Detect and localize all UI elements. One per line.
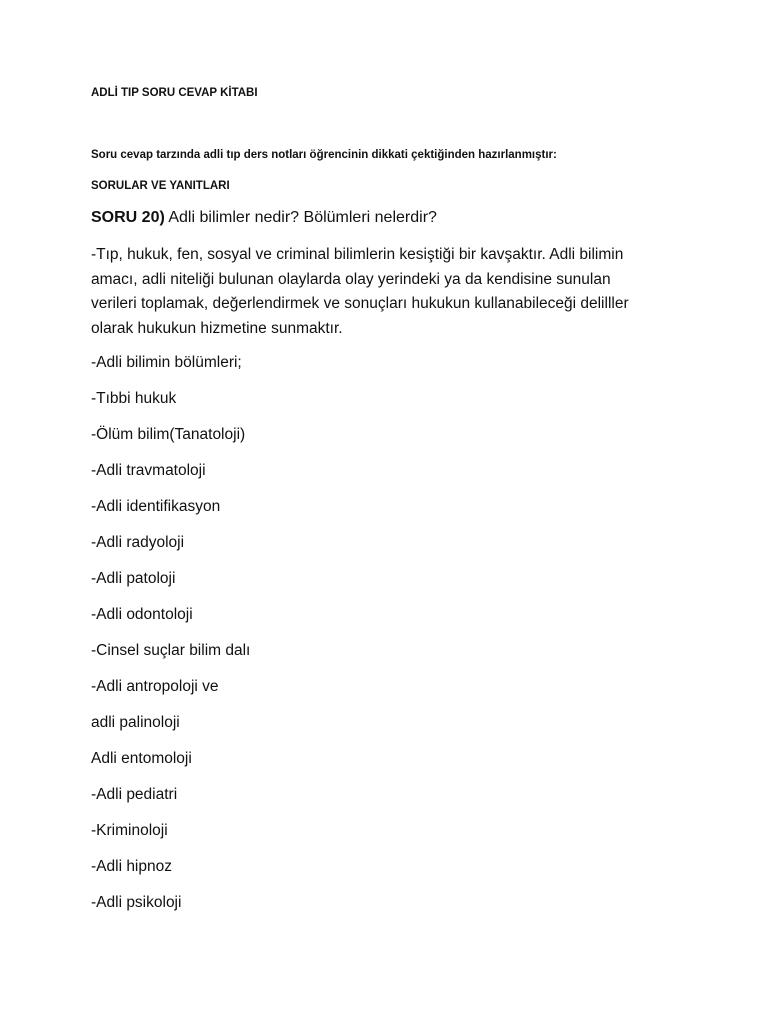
list-item: -Adli pediatri — [91, 786, 178, 803]
list-item: -Adli psikoloji — [91, 894, 182, 911]
question-number: SORU 20) — [91, 209, 165, 226]
answer-line: -Tıp, hukuk, fen, sosyal ve criminal bilimlerin kesiştiği bir kavşaktır. Adli bilimin — [91, 246, 624, 263]
branches-list — [91, 352, 250, 928]
document-title: ADLİ TIP SORU CEVAP KİTABI — [91, 87, 258, 99]
answer-line: amacı, adli niteliği bulunan olaylarda olay yerindeki ya da kendisine sunulan — [91, 270, 611, 288]
question-text: Adli bilimler nedir? Bölümleri nelerdir? — [164, 209, 437, 226]
list-item: -Tıbbi hukuk — [91, 390, 177, 407]
list-item: -Adli patoloji — [91, 570, 176, 587]
list-item: -Adli bilimin bölümleri; — [91, 354, 242, 371]
section-heading: SORULAR VE YANITLARI — [91, 180, 230, 192]
list-item: -Ölüm bilim(Tanatoloji) — [91, 426, 246, 443]
list-item: -Adli travmatoloji — [91, 462, 206, 479]
answer-line: verileri toplamak, değerlendirmek ve sonuçları hukukun kullanabileceği delilller — [91, 295, 629, 312]
list-item: -Adli odontoloji — [91, 606, 193, 623]
list-item: -Adli hipnoz — [91, 858, 172, 875]
list-item: -Kriminoloji — [91, 822, 168, 839]
list-item: -Adli identifikasyon — [91, 498, 221, 515]
list-item: -Adli antropoloji ve — [91, 678, 219, 695]
list-item: -Adli radyoloji — [91, 534, 185, 551]
answer-line: olarak hukukun hizmetine sunmaktır. — [91, 319, 343, 337]
document-subtitle: Soru cevap tarzında adli tıp ders notları öğrencinin dikkati çektiğinden hazırlanmıştır: — [91, 149, 557, 161]
question-heading — [91, 209, 437, 227]
answer-paragraph — [91, 243, 691, 341]
list-item: -Cinsel suçlar bilim dalı — [91, 642, 251, 659]
list-item: adli palinoloji — [91, 714, 180, 731]
list-item: Adli entomoloji — [91, 750, 192, 767]
